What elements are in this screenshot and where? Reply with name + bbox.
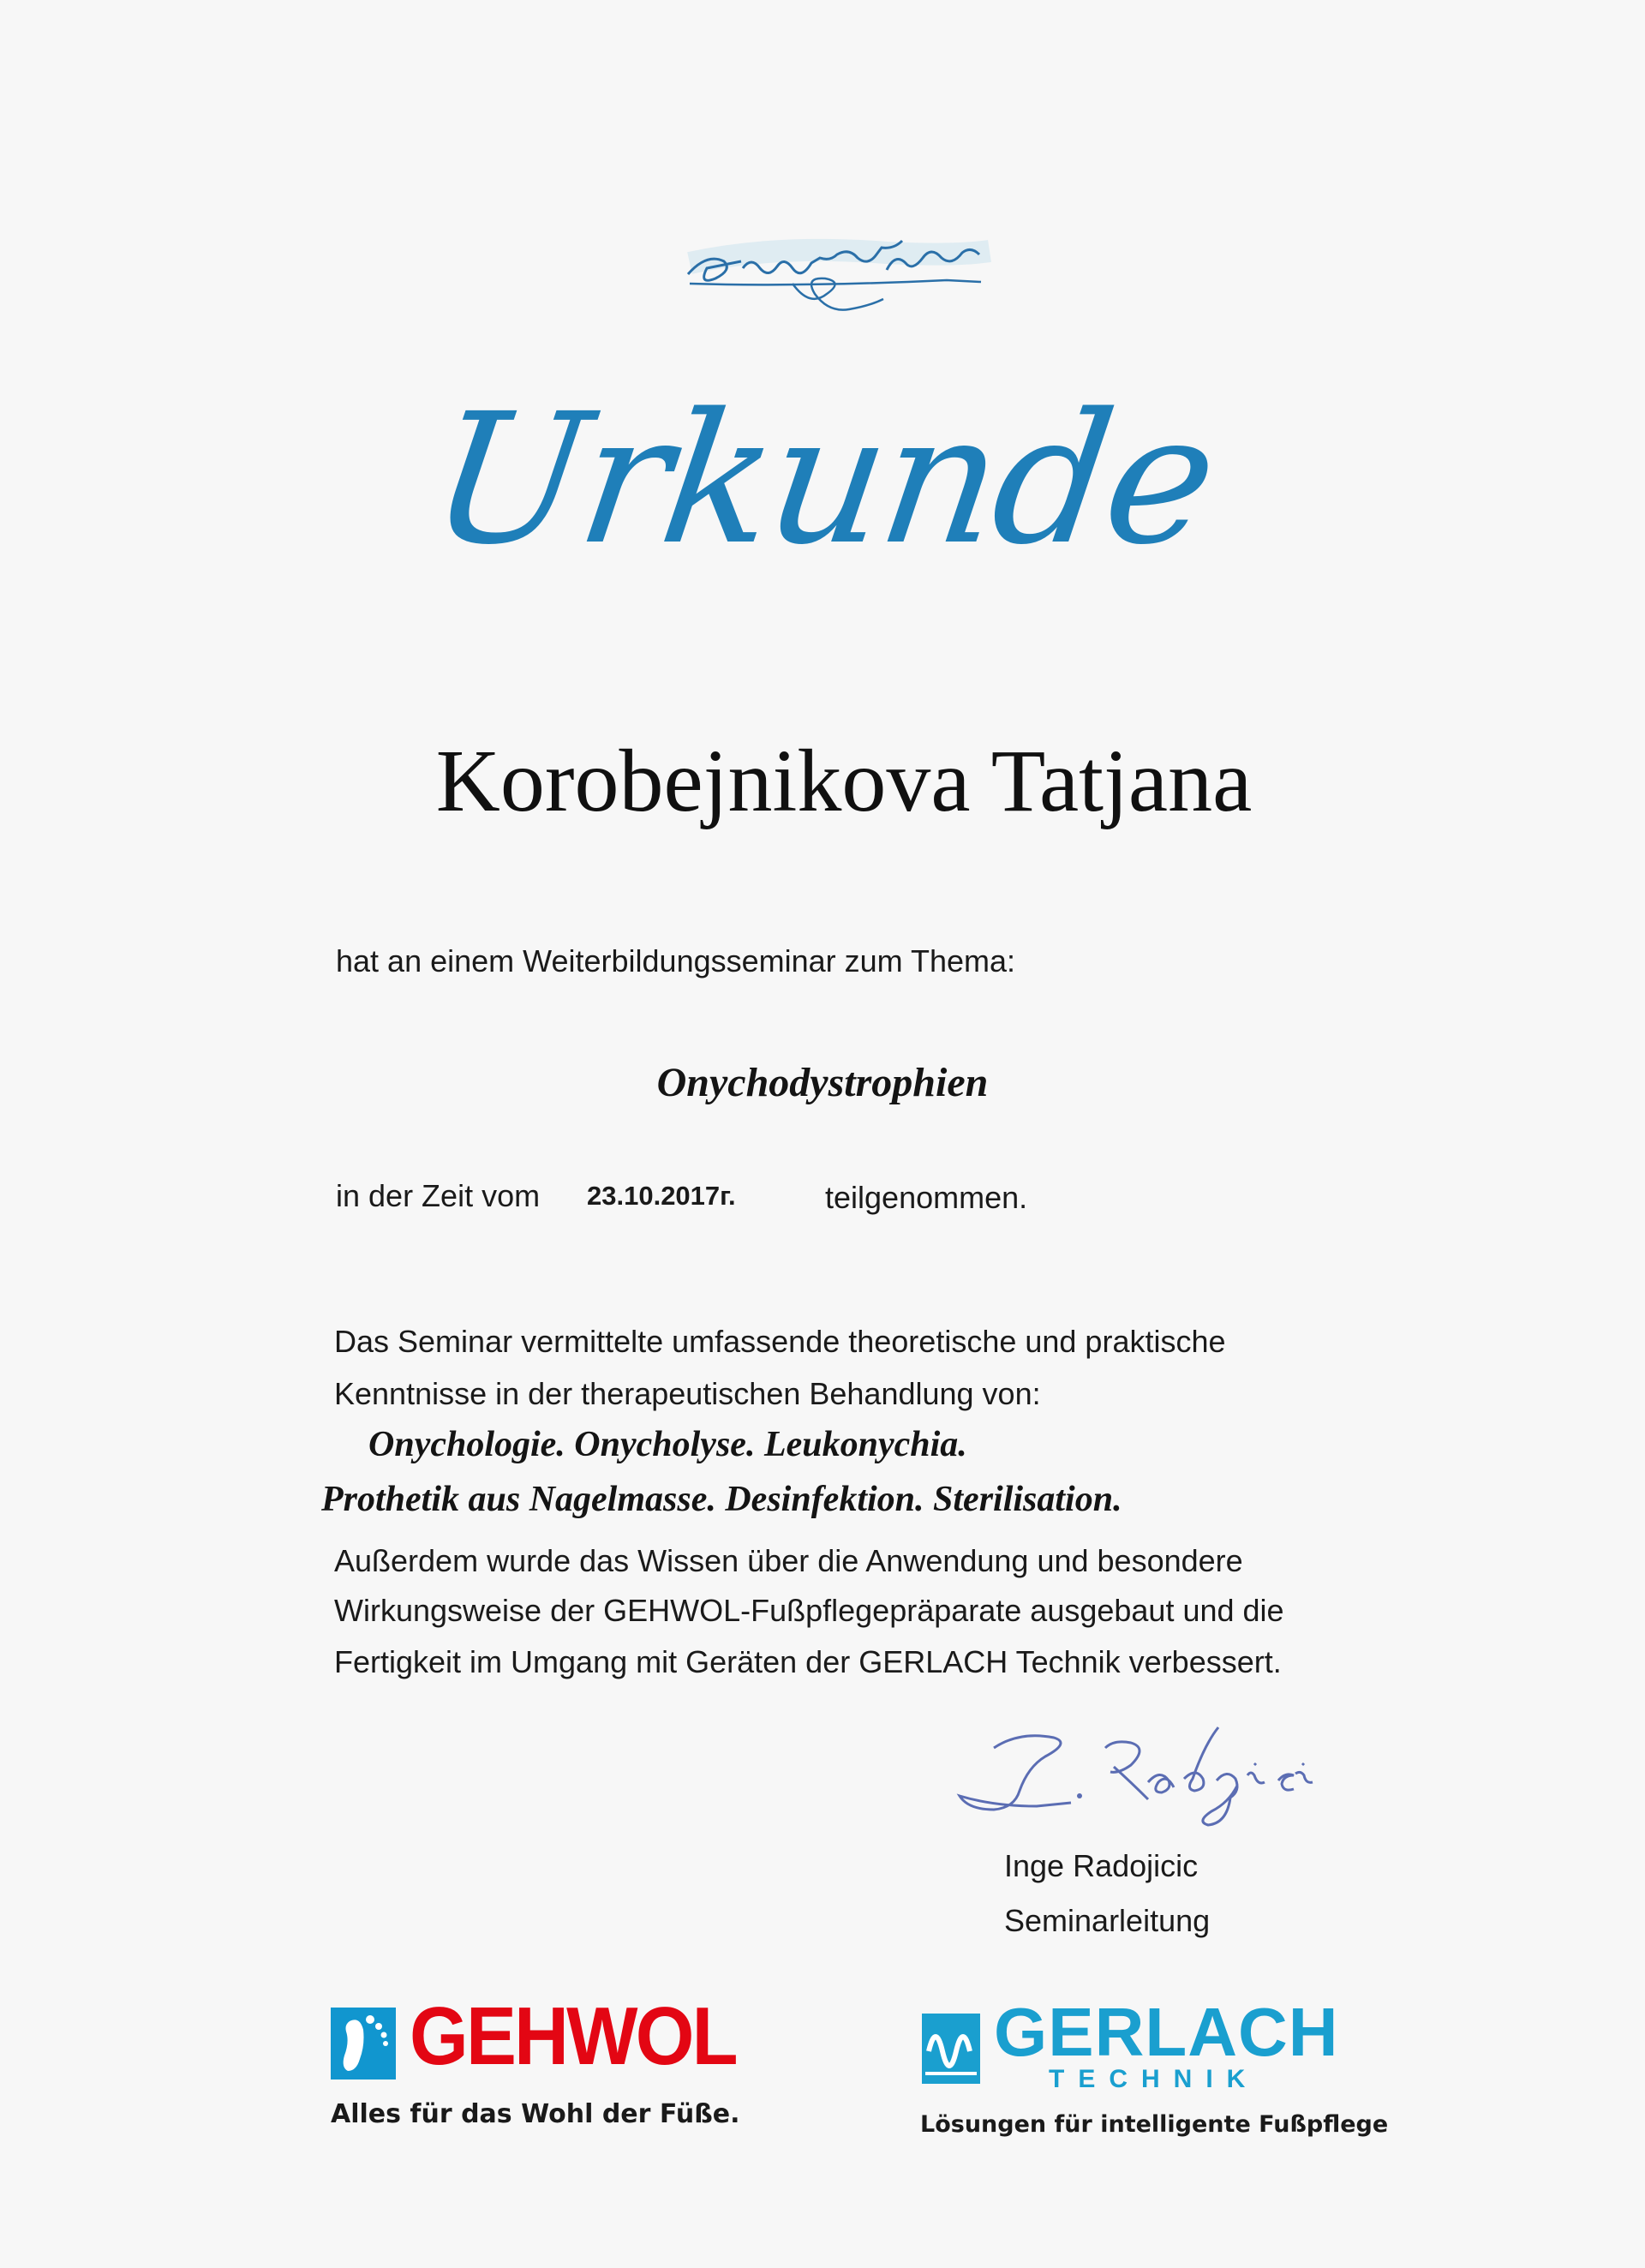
foot-icon xyxy=(331,2008,396,2079)
gerlach-technik-logo xyxy=(920,1994,1400,2142)
gerlach-tagline: Lösungen für intelligente Fußpflege xyxy=(920,2111,1389,2138)
covered-topics-line: Onychologie. Onycholyse. Leukonychia. xyxy=(368,1425,967,1464)
gerlach-signature-seal xyxy=(673,227,998,330)
covered-topics-line: Prothetik aus Nagelmasse. Desinfektion. Sterilisation. xyxy=(321,1480,1122,1519)
intro-line: hat an einem Weiterbildungsseminar zum Thema: xyxy=(336,943,1016,978)
seminar-topic: Onychodystrophien xyxy=(656,1060,989,1105)
gerlach-wordmark: GERLACH xyxy=(994,1994,1339,2070)
period-date: 23.10.2017г. xyxy=(587,1181,736,1211)
gehwol-logo xyxy=(331,1990,759,2133)
certificate-title: Urkunde xyxy=(419,374,1226,584)
recipient-name: Korobejnikova Tatjana xyxy=(435,732,1253,830)
period-label: in der Zeit vom xyxy=(336,1178,541,1213)
additional-line: Fertigkeit im Umgang mit Geräten der GERLACH Technik verbessert. xyxy=(334,1644,1282,1679)
period-end: teilgenommen. xyxy=(825,1180,1028,1215)
additional-line: Außerdem wurde das Wissen über die Anwendung und besondere xyxy=(334,1543,1243,1578)
description-line: Das Seminar vermittelte umfassende theoretische und praktische xyxy=(334,1324,1226,1359)
description-line: Kenntnisse in der therapeutischen Behandlung von: xyxy=(334,1376,1041,1411)
gehwol-wordmark: GEHWOL xyxy=(410,1990,736,2082)
handwritten-signature xyxy=(942,1714,1337,1834)
gehwol-tagline: Alles für das Wohl der Füße. xyxy=(331,2099,740,2129)
technik-wordmark: TECHNIK xyxy=(1049,2065,1259,2093)
wave-icon xyxy=(922,2014,980,2084)
signer-name: Inge Radojicic xyxy=(1004,1848,1199,1883)
signer-role: Seminarleitung xyxy=(1004,1903,1211,1938)
additional-line: Wirkungsweise der GEHWOL-Fußpflegepräparate ausgebaut und die xyxy=(334,1593,1284,1628)
